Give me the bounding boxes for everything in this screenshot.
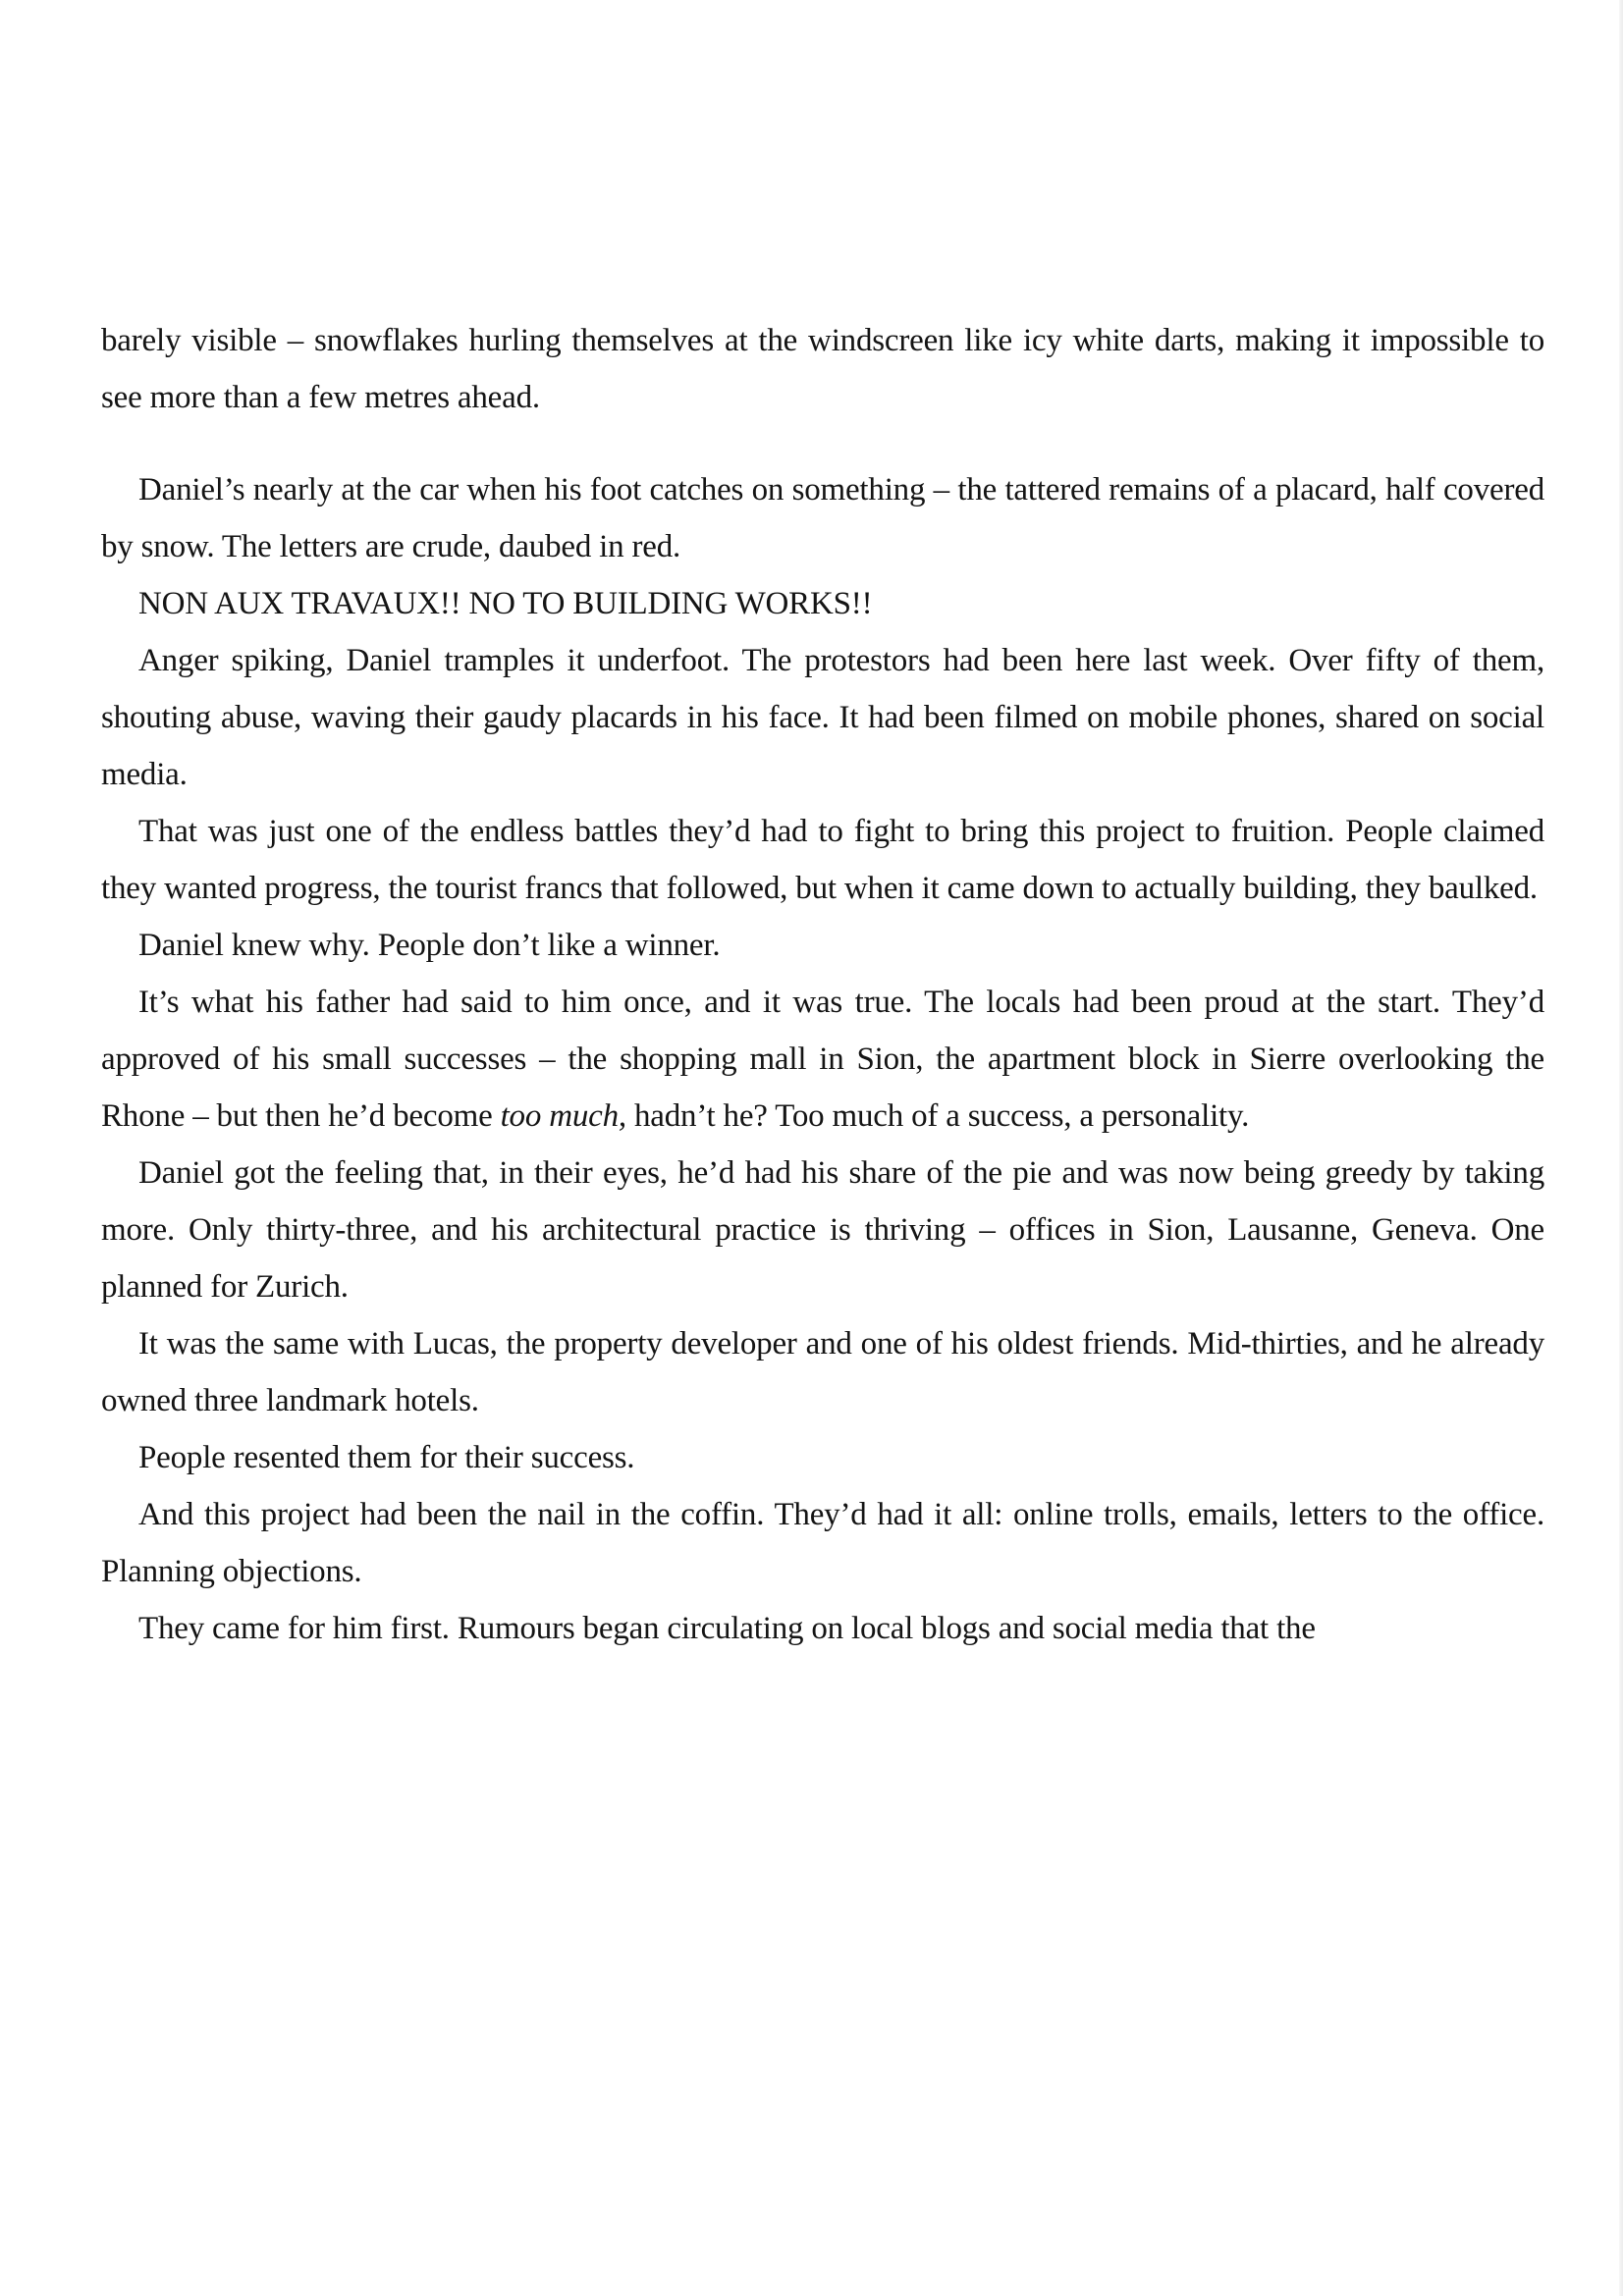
paragraph-7-italic-phrase: too much, xyxy=(500,1098,626,1134)
paragraph-7-text-before: It’s what his father had said to him once, and it was true. The locals had been proud at the start. They’d approved of his small successes – the shopping mall in Sion, the apartment block in Sierre overlooking the Rhone – but then he’d become xyxy=(101,985,1544,1134)
paragraph-4: Anger spiking, Daniel tramples it underfoot. The protestors had been here last week. Over fifty of them, shouting abuse, waving their gaudy placards in his face. It had been filmed on mobile phones, shared on social media. xyxy=(101,643,1544,792)
paragraph-10: People resented them for their success. xyxy=(138,1440,635,1475)
paragraph-7-text-after: hadn’t he? Too much of a success, a personality. xyxy=(625,1098,1250,1134)
paragraph-11: And this project had been the nail in the coffin. They’d had it all: online trolls, emails, letters to the office. Planning objections. xyxy=(101,1497,1544,1589)
paragraph-5: That was just one of the endless battles they’d had to fight to bring this project to fruition. People claimed they wanted progress, the tourist francs that followed, but when it came down to actually building, they baulked. xyxy=(101,814,1544,906)
paragraph-7 xyxy=(101,974,1544,1145)
paragraph-1: barely visible – snowflakes hurling themselves at the windscreen like icy white darts, making it impossible to see more than a few metres ahead. xyxy=(101,323,1544,415)
paragraph-8: Daniel got the feeling that, in their eyes, he’d had his share of the pie and was now being greedy by taking more. Only thirty-three, and his architectural practice is thriving – offices in Sion, Lausanne, Geneva. One planned for Zurich. xyxy=(101,1155,1544,1305)
paragraph-12: They came for him first. Rumours began circulating on local blogs and social media that the xyxy=(138,1611,1316,1646)
paragraph-3-placard-slogan: NON AUX TRAVAUX!! NO TO BUILDING WORKS!! xyxy=(138,586,873,621)
paragraph-6: Daniel knew why. People don’t like a winner. xyxy=(138,928,721,963)
page-edge-shadow xyxy=(1619,0,1623,2296)
paragraph-2: Daniel’s nearly at the car when his foot catches on something – the tattered remains of a placard, half covered by snow. The letters are crude, daubed in red. xyxy=(101,472,1544,564)
body-text xyxy=(101,312,1544,1657)
paragraph-9: It was the same with Lucas, the property developer and one of his oldest friends. Mid-thirties, and he already owned three landmark hotels. xyxy=(101,1326,1544,1418)
